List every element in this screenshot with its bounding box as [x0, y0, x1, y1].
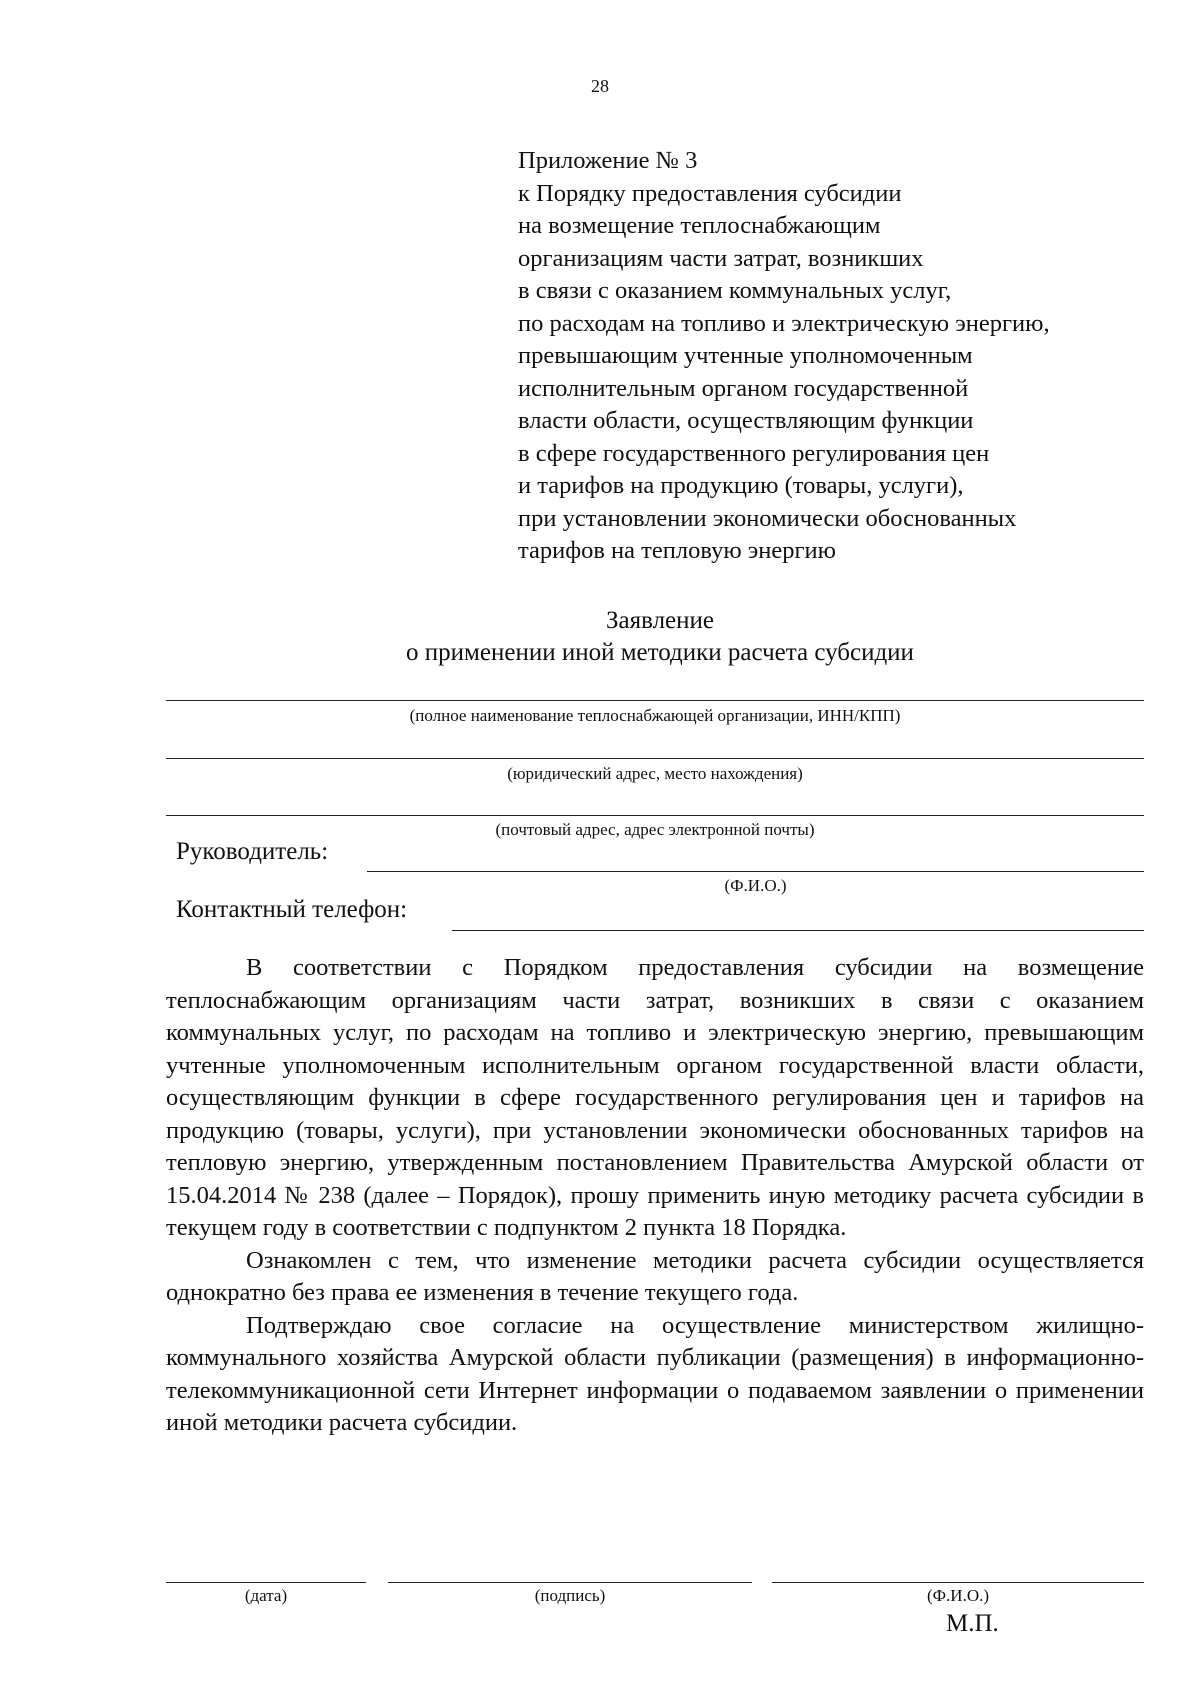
annex-line: организациям части затрат, возникших — [518, 244, 924, 272]
signature-fio-caption: (Ф.И.О.) — [926, 1586, 990, 1605]
date-line[interactable] — [166, 1582, 366, 1583]
annex-line: на возмещение теплоснабжающим — [518, 212, 881, 239]
org-name-caption: (полное наименование теплоснабжающей организации, ИНН/КПП) — [409, 706, 901, 725]
document-title: Заявление — [605, 607, 715, 634]
page-number: 28 — [591, 76, 609, 96]
annex-line: по расходам на топливо и электрическую энергию, — [518, 309, 1050, 337]
annex-line: тарифов на тепловую энергию — [518, 537, 836, 564]
signature-fio-line[interactable] — [772, 1582, 1144, 1583]
head-fio-caption: (Ф.И.О.) — [724, 876, 787, 895]
annex-line: в связи с оказанием коммунальных услуг, — [518, 277, 952, 304]
annex-line: власти области, осуществляющим функции — [518, 407, 974, 434]
annex-line: исполнительным органом государственной — [518, 374, 969, 402]
annex-line: при установлении экономически обоснованных — [518, 504, 1017, 532]
document-subtitle: о применении иной методики расчета субсидии — [406, 639, 914, 666]
legal-address-caption: (юридический адрес, место нахождения) — [507, 764, 803, 783]
legal-address-line[interactable] — [166, 758, 1144, 759]
org-name-line[interactable] — [166, 700, 1144, 701]
head-fio-line[interactable] — [367, 871, 1144, 872]
postal-address-caption: (почтовый адрес, адрес электронной почты) — [495, 820, 815, 839]
statement-body — [166, 952, 1144, 1440]
head-label: Руководитель: — [176, 838, 329, 865]
postal-address-line[interactable] — [166, 815, 1144, 816]
annex-line: превышающим учтенные уполномоченным — [518, 342, 973, 369]
phone-line[interactable] — [452, 930, 1144, 931]
annex-header — [518, 145, 1158, 568]
statement-paragraph: Подтверждаю свое согласие на осуществление министерством жилищно-коммунального хозяйства Амурской области публикации (размещения) в информационно-телекоммуникационной сети Интернет информации о подаваемом заявлении о применении иной методики расчета субсидии. — [166, 1311, 1144, 1436]
signature-line[interactable] — [388, 1582, 752, 1583]
date-caption: (дата) — [244, 1586, 288, 1605]
signature-caption: (подпись) — [534, 1586, 606, 1605]
annex-line: в сфере государственного регулирования цен — [518, 439, 990, 467]
statement-paragraph: Ознакомлен с тем, что изменение методики расчета субсидии осуществляется однократно без права ее изменения в течение текущего года. — [166, 1246, 1144, 1306]
statement-paragraph: В соответствии с Порядком предоставления субсидии на возмещение теплоснабжающим организациям части затрат, возникших в связи с оказанием коммунальных услуг, по расходам на топливо и электрическую энергию, превышающим учтенные уполномоченным исполнительным органом государственной власти области, осуществляющим функции в сфере государственного регулирования цен и тарифов на продукцию (товары, услуги), при установлении экономически обоснованных тарифов на тепловую энергию, утвержденным постановлением Правительства Амурской области от 15.04.2014 № 238 (далее – Порядок), прошу применить иную методику расчета субсидии в текущем году в соответствии с подпунктом 2 пункта 18 Порядка. — [166, 954, 1144, 1241]
phone-label: Контактный телефон: — [176, 896, 408, 923]
annex-line: к Порядку предоставления субсидии — [518, 179, 902, 207]
annex-line: и тарифов на продукцию (товары, услуги), — [518, 472, 964, 499]
annex-line: Приложение № 3 — [518, 147, 698, 174]
stamp-place: М.П. — [946, 1610, 999, 1637]
